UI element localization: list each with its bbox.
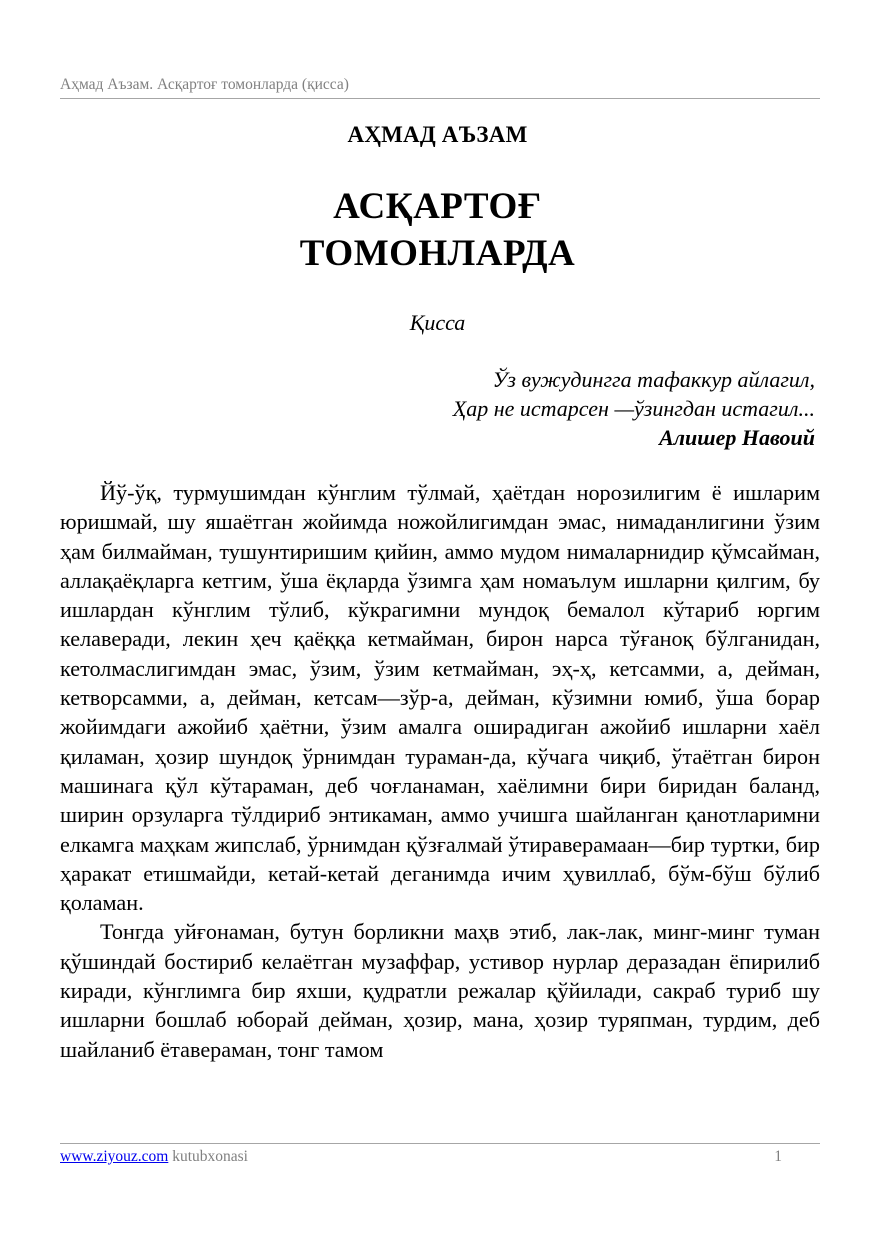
- main-text: [60, 478, 820, 1064]
- epigraph-attribution: Алишер Навоий: [659, 425, 815, 450]
- paragraph: Йў-ўқ, турмушимдан кўнглим тўлмай, ҳаётдан норозилигим ё ишларим юришмай, шу яшаётган жойимда ножойлигимдан эмас, нимаданлигини ўзим ҳам билмайман, тушунтиришим қийин, аммо мудом нималарнидир қўмсайман, аллақаёқларга кетгим, ўша ёқларда ўзимга ҳам номаълум ишларни қилгим, бу ишлардан кўнглим тўлиб, кўкрагимни мундоқ бемалол кўтариб юргим келаверади, лекин ҳеч қаёққа кетмайман, бирон нарса тўғаноқ бўлганидан, кетолмаслигимдан эмас, ўзим, ўзим кетмайман, эҳ-ҳ, кетсамми, а, дейман, кетворсамми, а, дейман, кетсам—зўр-а, дейман, кўзимни юмиб, ўша борар жойимдаги ажойиб ҳаётни, ўзим амалга оширадиган ажойиб ишларни хаёл қиламан, ҳозир шундоқ ўрнимдан тураман-да, кўчага чиқиб, ўтаётган бирон машинага қўл кўтараман, деб чоғланаман, хаёлимни бири биридан баланд, ширин орзуларга тўлдириб энтикаман, аммо учишга шайланган қанотларимни елкамга маҳкам жипслаб, ўрнимдан қўзғалмай ўтираверамаан—бир туртки, бир ҳаракат етишмайди, кетай-кетай деганимда ичим ҳувиллаб, бўм-бўш бўлиб қоламан.: [60, 480, 820, 916]
- footer-suffix: kutubxonasi: [168, 1148, 248, 1165]
- page-number: 1: [774, 1148, 782, 1165]
- title-line-1: АСҚАРТОҒ: [333, 186, 542, 227]
- author-name: АҲМАД АЪЗАМ: [347, 122, 528, 147]
- title-line-2: ТОМОНЛАРДА: [299, 233, 576, 274]
- epigraph-line-2: Ҳар не истарсен —ўзингдан истагил...: [452, 396, 815, 421]
- footer-divider: [60, 1143, 820, 1144]
- epigraph: [453, 365, 815, 452]
- site-link[interactable]: www.ziyouz.com: [60, 1148, 169, 1165]
- header-divider: [60, 98, 820, 99]
- footer: [60, 1148, 248, 1166]
- genre-label: Қисса: [409, 310, 466, 335]
- epigraph-line-1: Ўз вужудингга тафаккур айлагил,: [492, 367, 815, 392]
- running-header: Аҳмад Аъзам. Асқартоғ томонларда (қисса): [60, 76, 349, 93]
- paragraph: Тонгда уйғонаман, бутун борликни маҳв этиб, лак-лак, минг-минг туман қўшиндай бостириб келаётган музаффар, устивор нурлар деразадан ёпирилиб киради, кўнглимга бир яхши, қудратли режалар қўйилади, сакраб туриб шу ишларни бошлаб юборай дейман, ҳозир, мана, ҳозир туряпман, турдим, деб шайланиб ётавераман, тонг тамом: [60, 919, 820, 1062]
